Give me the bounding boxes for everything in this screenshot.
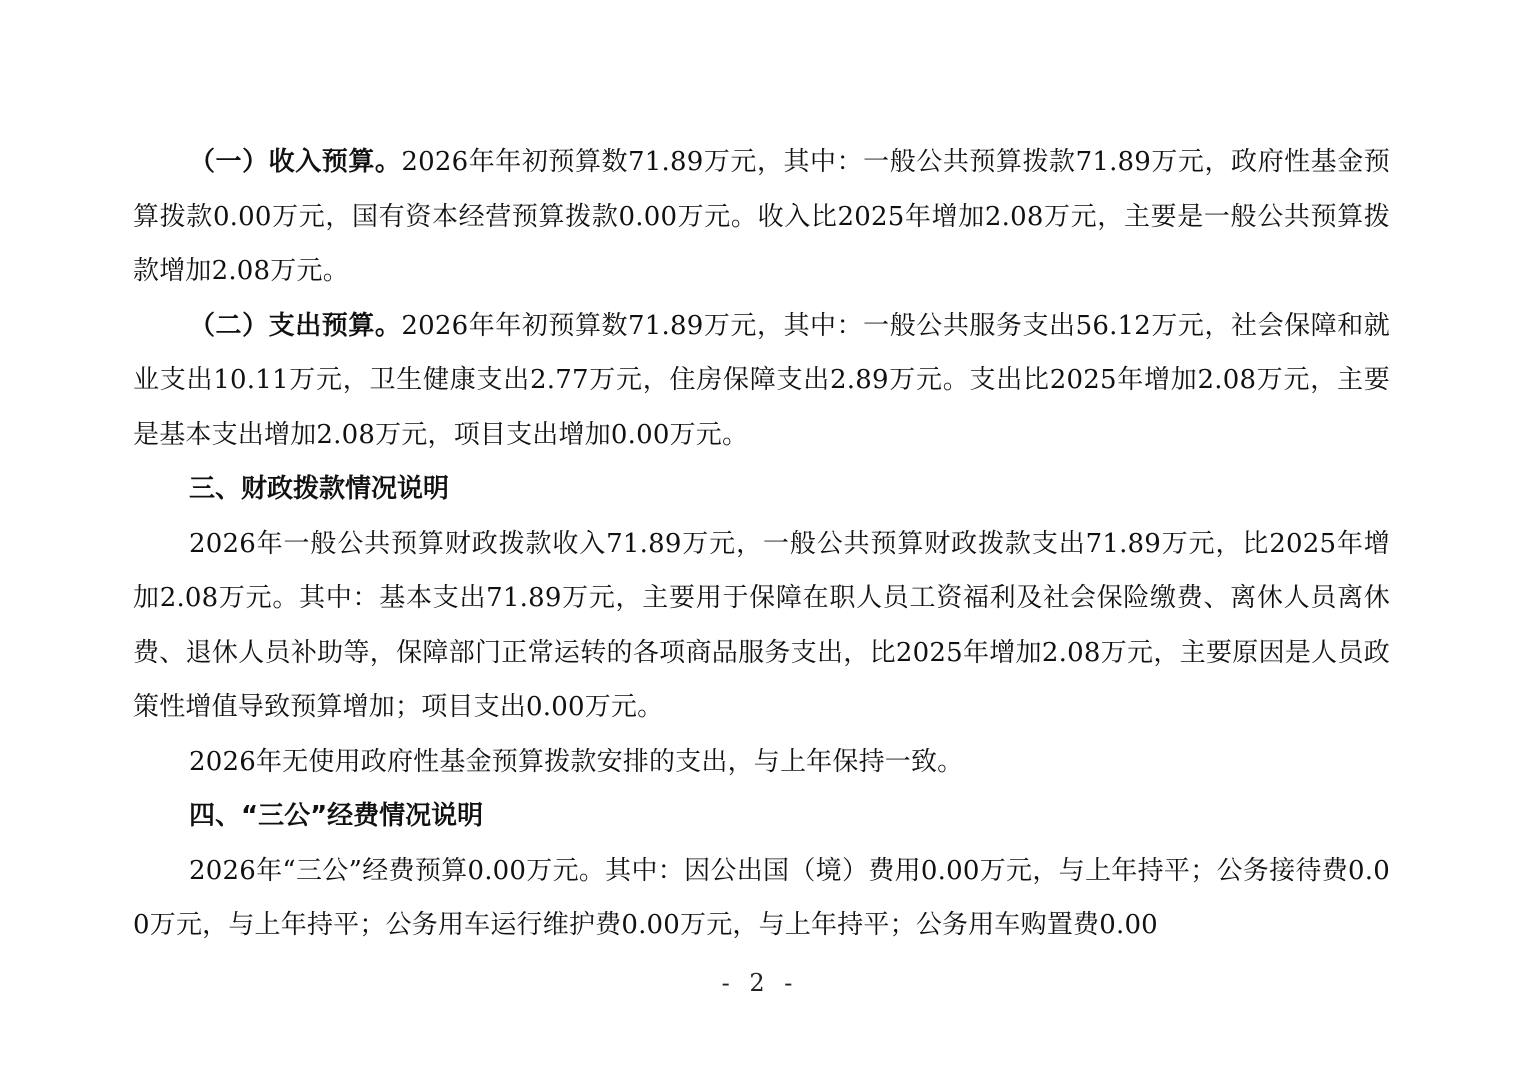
page-number: - 2 -	[721, 969, 799, 997]
government-fund-paragraph: 2026年无使用政府性基金预算拨款安排的支出，与上年保持一致。	[189, 746, 964, 777]
section-heading-three-public-expenses: 四、“三公”经费情况说明	[189, 801, 484, 831]
income-budget-text: 2026年年初预算数71.89万元，其中：一般公共预算拨款71.89万元，政府性基金预算拨款0.00万元，国有资本经营预算拨款0.00万元。收入比2025年增加2.08万元，主要是一般公共预算拨款增加2.08万元。	[133, 147, 1390, 286]
three-public-expenses-paragraph: 2026年“三公”经费预算0.00万元。其中：因公出国（境）费用0.00万元，与上年持平；公务接待费0.00万元，与上年持平；公务用车运行维护费0.00万元，与上年持平；公务用车购置费0.00	[133, 855, 1390, 940]
income-budget-paragraph	[133, 135, 1390, 299]
expenditure-budget-text: 2026年年初预算数71.89万元，其中：一般公共服务支出56.12万元，社会保障和就业支出10.11万元，卫生健康支出2.77万元，住房保障支出2.89万元。支出比2025年增加2.08万元，主要是基本支出增加2.08万元，项目支出增加0.00万元。	[133, 310, 1390, 450]
fiscal-appropriation-paragraph: 2026年一般公共预算财政拨款收入71.89万元，一般公共预算财政拨款支出71.89万元，比2025年增加2.08万元。其中：基本支出71.89万元，主要用于保障在职人员工资福利及社会保险缴费、离休人员离休费、退休人员补助等，保障部门正常运转的各项商品服务支出，比2025年增加2.08万元，主要原因是人员政策性增值导致预算增加；项目支出0.00万元。	[133, 528, 1390, 722]
income-budget-lead: （一）收入预算。	[189, 147, 402, 177]
section-heading-fiscal-appropriation: 三、财政拨款情况说明	[189, 474, 450, 504]
document-body	[133, 135, 1390, 953]
expenditure-budget-lead: （二）支出预算。	[189, 310, 402, 341]
expenditure-budget-paragraph	[133, 299, 1390, 463]
